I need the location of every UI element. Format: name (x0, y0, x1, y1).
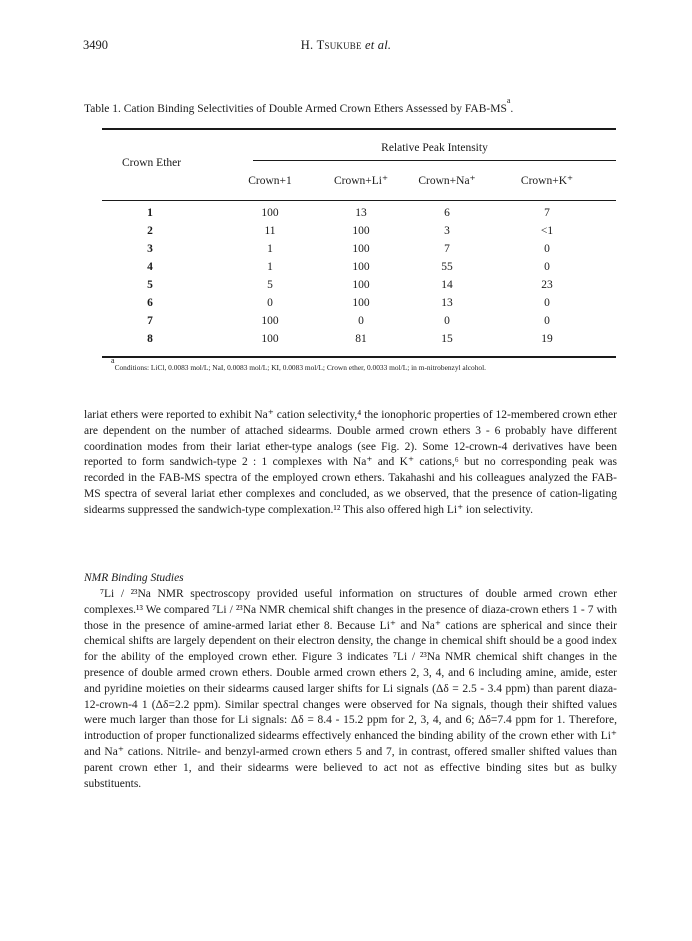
table-row-crown-id: 1 (147, 207, 153, 219)
table-caption-note-mark: a (506, 96, 511, 105)
table-cell: 7 (544, 207, 550, 219)
table-cell: <1 (540, 225, 554, 237)
table-cell: 100 (352, 279, 370, 291)
table-cell: 100 (261, 315, 279, 327)
table-cell: 100 (352, 225, 370, 237)
table-row-crown-id: 2 (147, 225, 153, 237)
table-cell: 14 (441, 279, 453, 291)
table-cell: 23 (541, 279, 553, 291)
running-head (0, 38, 692, 53)
table-row (0, 242, 692, 256)
table-row (0, 260, 692, 274)
table-row-crown-id: 5 (147, 279, 153, 291)
table-header-rule (102, 200, 616, 201)
table-row (0, 224, 692, 238)
table-cell: 6 (444, 207, 450, 219)
table-column-header: Crown+1 (248, 175, 292, 187)
table-group-header: Relative Peak Intensity (381, 142, 488, 154)
table-row (0, 206, 692, 220)
table-footnote (111, 356, 487, 372)
table-cell: 1 (267, 243, 273, 255)
table-cell: 0 (544, 297, 550, 309)
table-row (0, 278, 692, 292)
table-cell: 100 (352, 297, 370, 309)
running-head-initial: H. (300, 38, 317, 52)
running-head-surname: Tsukube (316, 38, 362, 52)
table-column-header: Crown+Li⁺ (333, 175, 389, 187)
table-row-header: Crown Ether (122, 157, 182, 169)
section-heading: NMR Binding Studies (84, 572, 184, 584)
table-cell: 55 (441, 261, 453, 273)
table-row-crown-id: 8 (147, 333, 153, 345)
table-footnote-text: Conditions: LiCl, 0.0083 mol/L; NaI, 0.0083 mol/L; KI, 0.0083 mol/L; Crown ether, 0.0033 mol/L; in m-nitrobenzyl alcohol. (114, 363, 487, 372)
table-cell: 0 (544, 243, 550, 255)
table-cell: 0 (544, 315, 550, 327)
table-cell: 0 (358, 315, 364, 327)
table-row (0, 314, 692, 328)
table-cell: 19 (541, 333, 553, 345)
table-row-crown-id: 4 (147, 261, 153, 273)
table-cell: 13 (355, 207, 367, 219)
table-row-crown-id: 3 (147, 243, 153, 255)
table-cell: 0 (267, 297, 273, 309)
table-cell: 3 (444, 225, 450, 237)
table-cell: 11 (264, 225, 276, 237)
table-caption: Table 1. Cation Binding Selectivities of Double Armed Crown Ethers Assessed by FAB-$MS^a$. (84, 96, 514, 115)
table-group-rule (253, 160, 616, 161)
table-row-crown-id: 6 (147, 297, 153, 309)
table-column-header: Crown+Na⁺ (418, 175, 476, 187)
body-paragraph: ⁷Li / ²³Na NMR spectroscopy provided useful information on structures of double armed crown ether complexes.¹³ We compared ⁷Li / ²³Na NMR chemical shift changes in the presence of diaza-crown ethers 1 - 7 with those in the presence of amine-armed lariat ether 8. Because Li⁺ and Na⁺ cations are spherical and since their chemical shifts are largely dependent on their electron density, the change in chemical shift should be a good index for the ability of the employed crown ether. Figure 3 indicates ⁷Li / ²³Na NMR chemical shift changes in the presence of double armed crown ethers. Double armed crown ethers 2, 3, 4, and 6 including amine, amide, ester and pyridine moieties on their sidearms caused larger shifts for Li signals (Δδ = 2.5 - 3.4 ppm) than parent diaza-12-crown-4 1 (Δδ=2.2 ppm). Similar spectral changes were observed for Na signals, though their shifted values were much larger than those for Li signals: Δδ = 8.4 - 15.2 ppm for 2, 3, 4, and 6; Δδ=7.4 ppm for 1. Therefore, introduction of proper functionalized sidearms effectively enhanced the binding ability of the crown ether with Li⁺ and Na⁺ cations. Nitrile- and benzyl-armed crown ethers 5 and 7, in contrast, offered smaller shifted values than parent crown ether 1, and their sidearms were believed to act not as effective binding sites but as bulky substituents. (84, 588, 617, 790)
running-head-etal: et al. (361, 38, 392, 52)
table-cell: 1 (267, 261, 273, 273)
table-cell: 7 (444, 243, 450, 255)
table-cell: 15 (441, 333, 453, 345)
table-cell: 100 (261, 207, 279, 219)
table-cell: 81 (355, 333, 367, 345)
table-cell: 0 (544, 261, 550, 273)
table-row (0, 296, 692, 310)
table-cell: 0 (444, 315, 450, 327)
table-row (0, 332, 692, 346)
table-cell: 13 (441, 297, 453, 309)
table-bottom-rule (102, 356, 616, 358)
table-row-crown-id: 7 (147, 315, 153, 327)
table-cell: 100 (352, 243, 370, 255)
table-cell: 100 (261, 333, 279, 345)
table-caption-text: Table 1. Cation Binding Selectivities of Double Armed Crown Ethers Assessed by FAB-MS (84, 103, 507, 115)
table-cell: 5 (267, 279, 273, 291)
table-cell: 100 (352, 261, 370, 273)
table-footnote-mark: a (111, 356, 115, 365)
page-number: 3490 (83, 38, 108, 52)
table-top-rule (102, 128, 616, 130)
table-column-header: Crown+K⁺ (520, 175, 574, 187)
body-paragraph: lariat ethers were reported to exhibit Na⁺ cation selectivity,⁴ the ionophoric properties of 12-membered crown ether are dependent on the number of attached sidearms. Double armed crown ethers 3 - 6 probably have different coordination modes from their lariat ether-type analogs (see Fig. 2). Some 12-crown-4 derivatives have been reported to form sandwich-type 2 : 1 complexes with Na⁺ and K⁺ cations,⁶ but no corresponding peak was recorded in the FAB-MS spectra of the employed crown ethers. Takahashi and his colleagues analyzed the FAB-MS spectra of several lariat ether complexes and concluded, as we observed, that the presence of cation-ligating sidearms suppressed the sandwich-type complexation.¹² This also offered high Li⁺ ion selectivity. (84, 409, 617, 516)
